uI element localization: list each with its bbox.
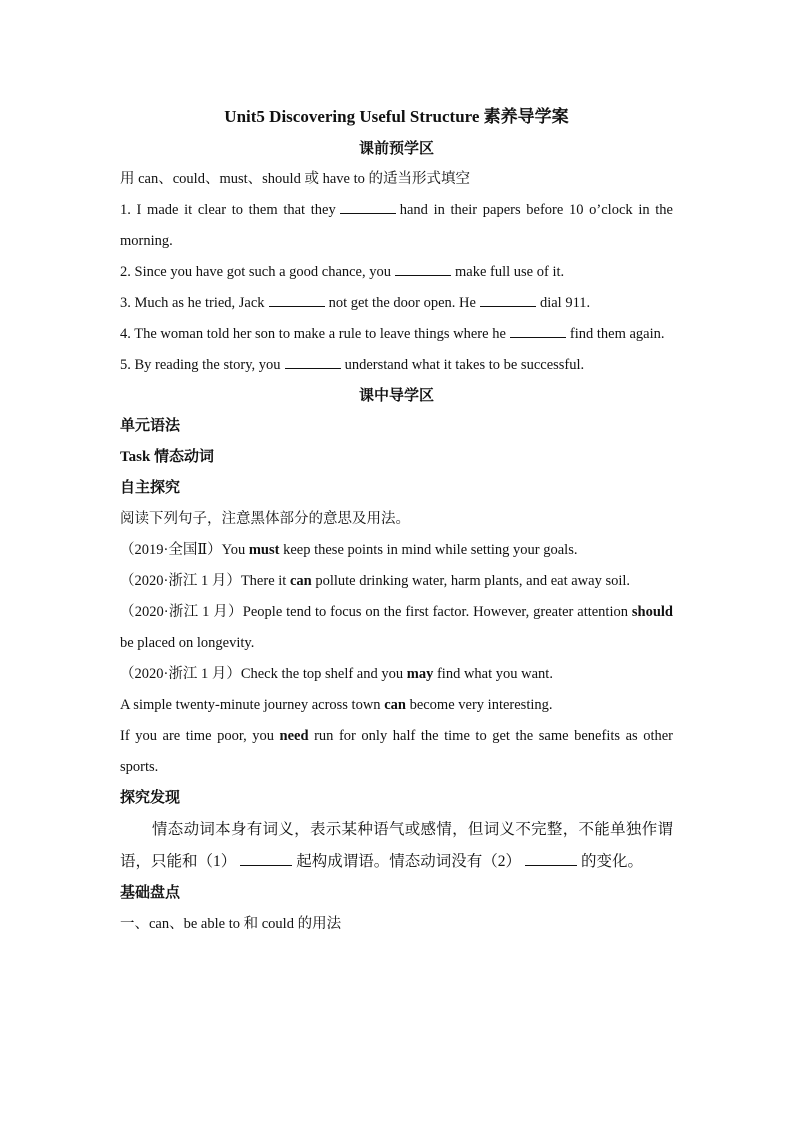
findings-text: 的变化。 <box>581 853 644 870</box>
sentence-text: be placed on longevity. <box>120 635 255 651</box>
example-sentence-3 <box>120 597 673 659</box>
example-sentence-2 <box>120 566 673 597</box>
example-sentence-4 <box>120 659 673 690</box>
sentence-text: pollute drinking water, harm plants, and eat away soil. <box>311 573 631 589</box>
sentence-text: （2020·浙江 1 月）There it <box>120 573 290 589</box>
modal-verb: need <box>279 728 309 744</box>
exercise-text: not get the door open. He <box>328 295 476 311</box>
answer-blank <box>285 367 341 369</box>
findings-text: 情态动词本身有词义，表示某种语气或感情，但词义不完整，不能单独作谓语，只能和（1） <box>120 821 673 870</box>
sentence-text: （2020·浙江 1 月）Check the top shelf and you <box>120 666 407 682</box>
modal-verb: must <box>248 542 280 558</box>
modal-verb: may <box>406 666 434 682</box>
example-sentence-5 <box>120 690 673 721</box>
exercise-text: 2. Since you have got such a good chance, you <box>120 264 391 280</box>
sentence-text: run for only half the time to get the same benefits as other sports. <box>120 728 673 775</box>
pre-class-heading: 课前预学区 <box>358 141 434 157</box>
answer-blank <box>525 864 577 866</box>
sentence-text: find what you want. <box>433 666 553 682</box>
example-sentence-6 <box>120 721 673 783</box>
exercise-text: 3. Much as he tried, Jack <box>120 295 265 311</box>
sentence-text: A simple twenty-minute journey across town <box>120 697 385 713</box>
exercise-text: hand in their papers before 10 o’clock in the morning. <box>120 202 673 249</box>
exercise-text: dial 911. <box>539 295 591 311</box>
basics-heading: 基础盘点 <box>120 885 181 901</box>
modal-verb: can <box>384 697 406 713</box>
exercise-item-2 <box>120 257 673 288</box>
modal-verb: should <box>631 604 673 620</box>
answer-blank <box>395 274 451 276</box>
exercise-text: 5. By reading the story, you <box>120 357 281 373</box>
sentence-text: （2020·浙江 1 月）People tend to focus on the first factor. However, greater attention <box>120 604 632 620</box>
exercise-text: 1. I made it clear to them that they <box>120 202 336 218</box>
pre-class-instruction: 用 can、could、must、should 或 have to 的适当形式填空 <box>120 171 470 187</box>
answer-blank <box>340 212 396 214</box>
answer-blank <box>269 305 325 307</box>
findings-paragraph <box>120 814 673 878</box>
modal-verb: can <box>289 573 312 589</box>
answer-blank <box>240 864 292 866</box>
findings-heading: 探究发现 <box>120 790 181 806</box>
exercise-text: make full use of it. <box>455 264 565 280</box>
explore-heading: 自主探究 <box>120 480 181 496</box>
task-heading: Task 情态动词 <box>120 449 215 465</box>
sentence-text: keep these points in mind while setting your goals. <box>279 542 578 558</box>
answer-blank <box>480 305 536 307</box>
page-title: Unit5 Discovering Useful Structure 素养导学案 <box>224 107 569 126</box>
exercise-item-5 <box>120 350 673 381</box>
exercise-text: 4. The woman told her son to make a rule to leave things where he <box>120 326 506 342</box>
exercise-text: understand what it takes to be successful. <box>344 357 585 373</box>
exercise-item-4 <box>120 319 673 350</box>
answer-blank <box>510 336 566 338</box>
example-sentence-1 <box>120 535 673 566</box>
in-class-heading: 课中导学区 <box>358 388 434 404</box>
sentence-text: （2019·全国Ⅱ）You <box>120 542 249 558</box>
worksheet-page <box>120 100 673 940</box>
sentence-text: If you are time poor, you <box>120 728 280 744</box>
sentence-text: become very interesting. <box>405 697 553 713</box>
exercise-item-3 <box>120 288 673 319</box>
exercise-text: find them again. <box>569 326 665 342</box>
findings-text: 起构成谓语。情态动词没有（2） <box>296 853 522 870</box>
basics-item: 一、can、be able to 和 could 的用法 <box>120 916 342 932</box>
exercise-item-1 <box>120 195 673 257</box>
grammar-heading: 单元语法 <box>120 418 181 434</box>
read-instruction: 阅读下列句子，注意黑体部分的意思及用法。 <box>120 511 410 527</box>
